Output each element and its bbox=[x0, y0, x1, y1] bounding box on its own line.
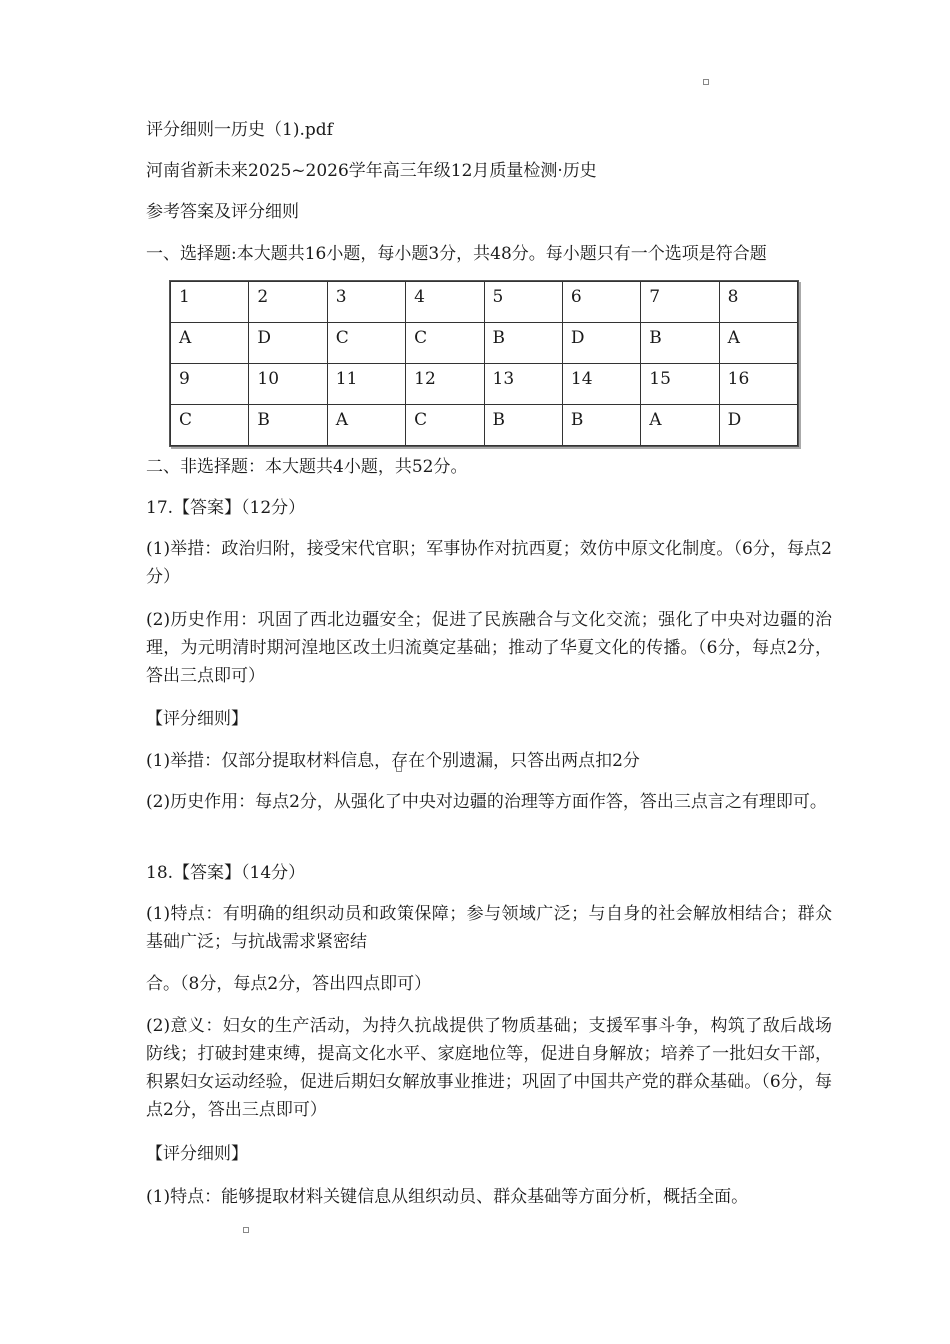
answer-table-cell: 3 bbox=[327, 282, 405, 323]
answer-table-cell: A bbox=[641, 405, 719, 446]
answer-table-cell: 16 bbox=[719, 364, 797, 405]
answer-table-cell: 1 bbox=[171, 282, 249, 323]
answer-table-row bbox=[171, 282, 798, 323]
q17-rubric-header: 【评分细则】 bbox=[146, 709, 248, 729]
answer-table-cell: 9 bbox=[171, 364, 249, 405]
answer-table-cell: 5 bbox=[484, 282, 562, 323]
answer-table-cell: 6 bbox=[562, 282, 640, 323]
file-title: 评分细则一历史（1).pdf bbox=[146, 120, 333, 140]
section1-intro: 一、选择题:本大题共16小题，每小题3分，共48分。每小题只有一个选项是符合题 bbox=[146, 244, 767, 264]
answer-table-cell: 12 bbox=[406, 364, 484, 405]
q17-part2: (2)历史作用：巩固了西北边疆安全；促进了民族融合与文化交流；强化了中央对边疆的治理，为元明清时期河湟地区改土归流奠定基础；推动了华夏文化的传播。（6分，每点2分，答出三点即可） bbox=[146, 610, 832, 686]
answer-table-cell: 2 bbox=[249, 282, 327, 323]
scan-mark-bottom bbox=[243, 1227, 249, 1233]
q18-header: 18.【答案】（14分） bbox=[146, 863, 306, 883]
answer-table-cell: A bbox=[719, 323, 797, 364]
answer-table bbox=[170, 281, 798, 446]
answer-table-cell: B bbox=[562, 405, 640, 446]
answer-table-cell: A bbox=[171, 323, 249, 364]
q18-part1: (1)特点：有明确的组织动员和政策保障；参与领域广泛；与自身的社会解放相结合；群众基础广泛；与抗战需求紧密结 bbox=[146, 904, 832, 952]
answer-table-cell: B bbox=[484, 323, 562, 364]
answer-table-cell: 10 bbox=[249, 364, 327, 405]
q17-rubric1: (1)举措：仅部分提取材料信息，存在个别遗漏，只答出两点扣2分 bbox=[146, 751, 640, 771]
answer-table-cell: D bbox=[562, 323, 640, 364]
answer-table-cell: C bbox=[327, 323, 405, 364]
answer-table-cell: 13 bbox=[484, 364, 562, 405]
exam-title: 河南省新未来2025~2026学年高三年级12月质量检测·历史 bbox=[146, 161, 597, 181]
q18-rubric-header: 【评分细则】 bbox=[146, 1144, 248, 1164]
answer-table-cell: 4 bbox=[406, 282, 484, 323]
answer-table-cell: 8 bbox=[719, 282, 797, 323]
answer-table-cell: C bbox=[171, 405, 249, 446]
section2-intro: 二、非选择题：本大题共4小题，共52分。 bbox=[146, 457, 468, 477]
answer-table-cell: 15 bbox=[641, 364, 719, 405]
q17-part1: (1)举措：政治归附，接受宋代官职；军事协作对抗西夏；效仿中原文化制度。（6分，每点2分） bbox=[146, 539, 832, 587]
answer-table-cell: D bbox=[249, 323, 327, 364]
q18-rubric1: (1)特点：能够提取材料关键信息从组织动员、群众基础等方面分析，概括全面。 bbox=[146, 1187, 749, 1207]
q18-part2: (2)意义：妇女的生产活动，为持久抗战提供了物质基础；支援军事斗争，构筑了敌后战场防线；打破封建束缚，提高文化水平、家庭地位等，促进自身解放；培养了一批妇女干部，积累妇女运动经验，促进后期妇女解放事业推进；巩固了中国共产党的群众基础。（6分，每点2分，答出三点即可） bbox=[146, 1016, 832, 1120]
q17-rubric2: (2)历史作用：每点2分，从强化了中央对边疆的治理等方面作答，答出三点言之有理即可。 bbox=[146, 792, 827, 812]
q17-header: 17.【答案】（12分） bbox=[146, 498, 306, 518]
scan-mark-top bbox=[703, 79, 709, 85]
answer-table-cell: B bbox=[641, 323, 719, 364]
answer-table-cell: A bbox=[327, 405, 405, 446]
doc-heading: 参考答案及评分细则 bbox=[146, 202, 299, 222]
answer-table-cell: 7 bbox=[641, 282, 719, 323]
answer-table-cell: C bbox=[406, 405, 484, 446]
q18-part1-cont: 合。（8分，每点2分，答出四点即可） bbox=[146, 974, 432, 994]
answer-table-cell: C bbox=[406, 323, 484, 364]
answer-table-cell: D bbox=[719, 405, 797, 446]
answer-table-cell: B bbox=[484, 405, 562, 446]
scan-mark-mid bbox=[396, 766, 402, 772]
answer-table-cell: 11 bbox=[327, 364, 405, 405]
answer-table-row bbox=[171, 405, 798, 446]
answer-table-cell: B bbox=[249, 405, 327, 446]
answer-table-row bbox=[171, 364, 798, 405]
answer-table-cell: 14 bbox=[562, 364, 640, 405]
answer-table-row bbox=[171, 323, 798, 364]
